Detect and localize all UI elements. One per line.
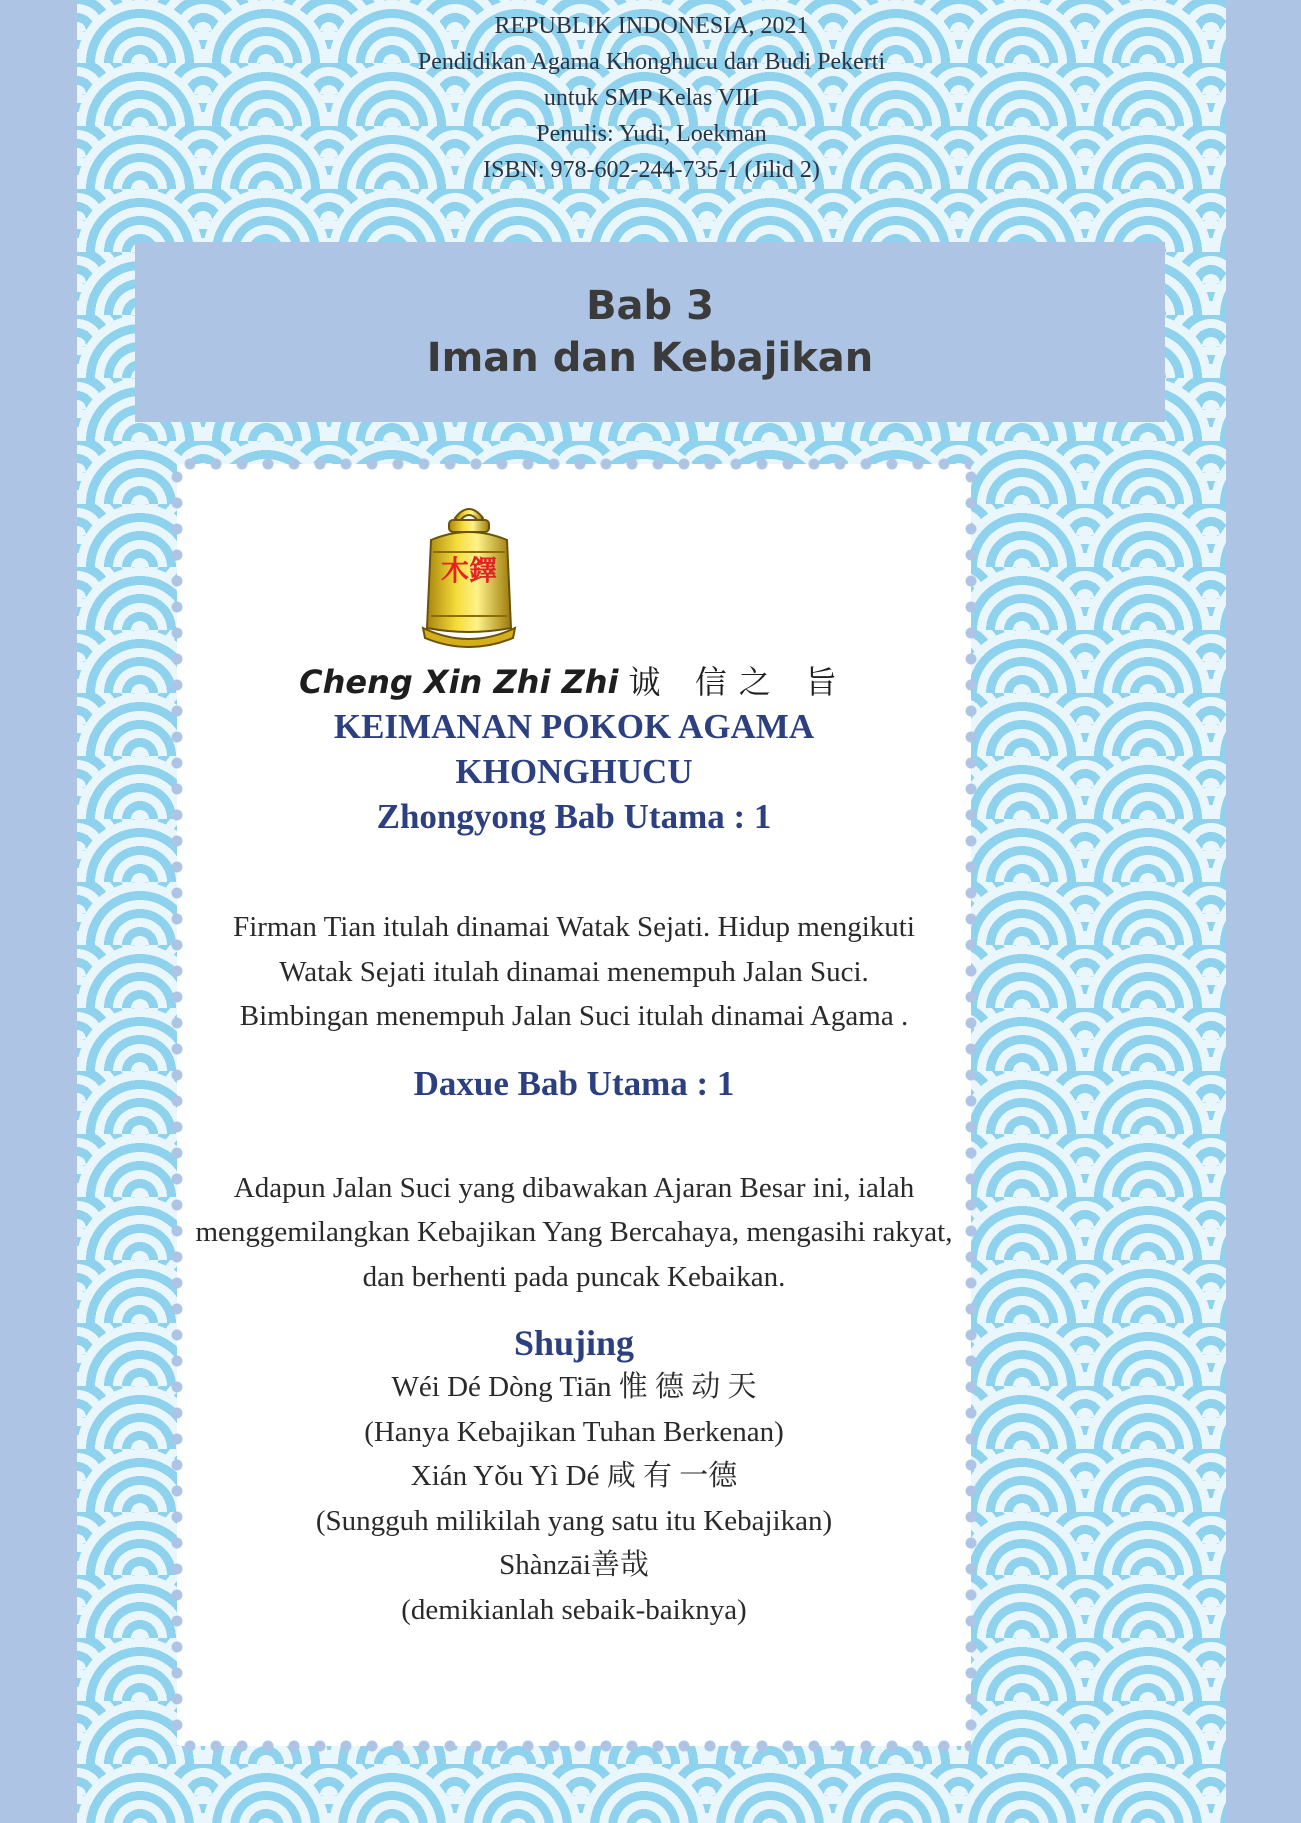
chapter-title-box [135, 242, 1165, 422]
card-content [177, 660, 971, 1632]
shujing-line-2: (Hanya Kebajikan Tuhan Berkenan) [364, 1415, 784, 1448]
publication-authors: Penulis: Yudi, Loekman [536, 121, 767, 147]
cheng-xin-zhi-zhi-title [177, 660, 971, 704]
shujing-line-5: Shànzāi善哉 [499, 1549, 649, 1581]
cheng-latin: Cheng Xin Zhi Zhi [299, 663, 619, 701]
chapter-title: Iman dan Kebajikan [426, 335, 874, 381]
heading-shujing: Shujing [513, 1323, 635, 1363]
dotted-border-top [177, 456, 971, 472]
chapter-number: Bab 3 [586, 283, 714, 329]
bell-icon [409, 500, 529, 648]
publication-info [77, 8, 1226, 188]
zhongyong-paragraph: Firman Tian itulah dinamai Watak Sejati. Hidup mengikuti Watak Sejati itulah dinamai menempuh Jalan Suci. Bimbingan menempuh Jalan Suci itulah dinamai Agama . [233, 911, 915, 1032]
shujing-quotes [177, 1365, 971, 1632]
heading-keimanan-line1: KEIMANAN POKOK AGAMA [333, 707, 815, 746]
heading-keimanan-line2: KHONGHUCU [455, 752, 693, 791]
heading-keimanan [177, 704, 971, 839]
shujing-line-4: (Sungguh milikilah yang satu itu Kebajikan) [315, 1504, 833, 1537]
publication-isbn: ISBN: 978-602-244-735-1 (Jilid 2) [483, 157, 820, 183]
heading-zhongyong: Zhongyong Bab Utama : 1 [376, 797, 772, 836]
publication-country-year: REPUBLIK INDONESIA, 2021 [494, 13, 809, 39]
shujing-line-6: (demikianlah sebaik-baiknya) [401, 1593, 747, 1626]
bell-characters: 木鐸 [440, 554, 498, 587]
heading-daxue: Daxue Bab Utama : 1 [413, 1063, 735, 1103]
shujing-line-1: Wéi Dé Dòng Tiān 惟 德 动 天 [391, 1371, 757, 1403]
daxue-paragraph: Adapun Jalan Suci yang dibawakan Ajaran Besar ini, ialah menggemilangkan Kebajikan Yang Bercahaya, mengasihi rakyat, dan berhenti pada puncak Kebaikan. [195, 1171, 953, 1293]
shujing-line-3: Xián Yǒu Yì Dé 咸 有 一德 [410, 1460, 738, 1492]
cheng-cjk: 诚 信之 旨 [628, 663, 849, 701]
publication-grade: untuk SMP Kelas VIII [543, 85, 760, 111]
publication-book-title: Pendidikan Agama Khonghucu dan Budi Pekerti [417, 49, 886, 75]
dotted-border-bottom [177, 1738, 971, 1754]
